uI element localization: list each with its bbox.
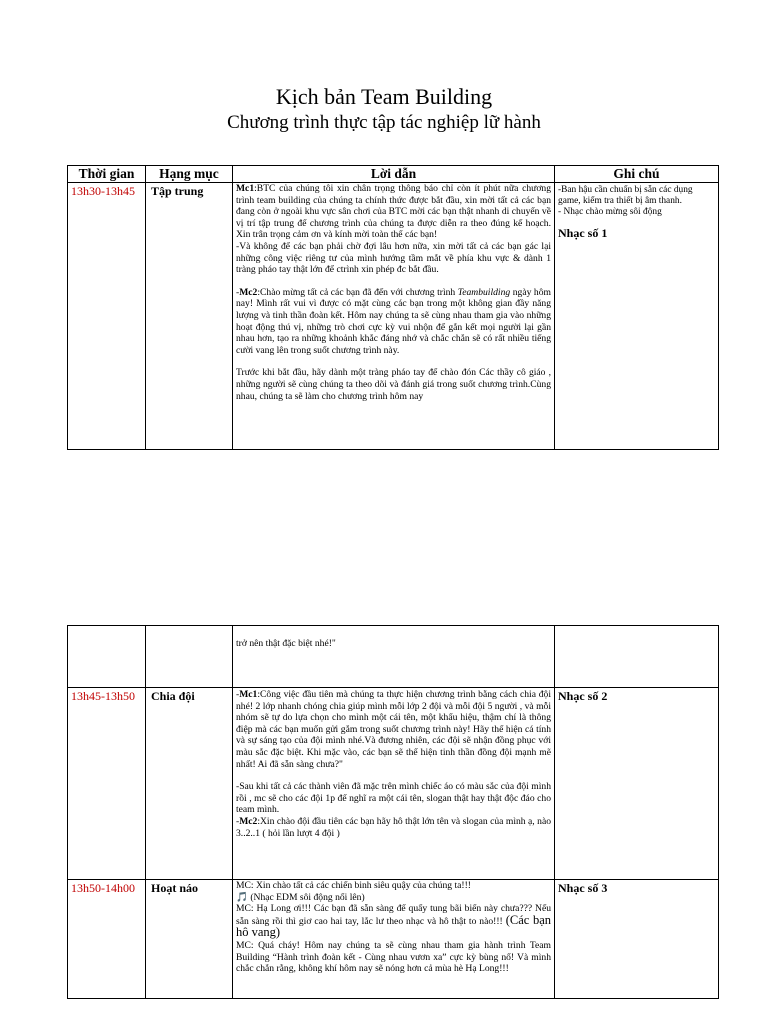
team-naming-text: -Sau khi tất cả các thành viên đã mặc trên mình chiếc áo có màu sắc của đội mình rồi , mc sẽ cho các đội 1p để nghĩ ra một cái tên, slogan thật hay thật độc đáo cho team mình. — [236, 781, 551, 816]
category-cell: Chia đội — [146, 688, 233, 880]
document-title: Kịch bản Team Building — [275, 84, 493, 109]
table-row — [68, 183, 719, 450]
script-cell — [233, 626, 555, 688]
category-cell: Hoạt náo — [146, 880, 233, 999]
mc2-text-a: :Chào mừng tất cả các bạn đã đến với chương trình — [257, 286, 458, 298]
mc1-text: :BTC của chúng tôi xin chân trọng thông báo chỉ còn ít phút nữa chương trình team building của chúng ta chính thức được bắt đầu, xin mời tất cả các bạn đang còn ở ngoài khu vực sân chơi của BTC mời các bạn thật nhanh di chuyển về vị trí tập trung để chương trình của chúng ta được diễn ra theo đúng kế hoạch. Xin trân trọng cảm ơn và kính mời toàn thể các bạn! — [236, 183, 551, 241]
header-category: Hạng mục — [146, 166, 233, 183]
mc1-prefix: - — [236, 689, 240, 700]
mc2-prefix: - — [236, 286, 240, 298]
mc1-label: Mc1 — [236, 183, 255, 194]
mc2-label: Mc2 — [239, 815, 258, 827]
table-row — [68, 688, 719, 880]
header-script: Lời dẫn — [233, 166, 555, 183]
continuation-text: trở nên thật đặc biệt nhé!" — [236, 638, 336, 649]
table-row — [68, 880, 719, 999]
table-header-row — [68, 166, 719, 183]
mc1-label: Mc1 — [239, 689, 258, 700]
mc2-label: Mc2 — [239, 286, 258, 298]
time-cell: 13h45-13h50 — [68, 688, 146, 880]
cheer-line-2: 🎵 (Nhạc EDM sôi động nổi lên) — [236, 891, 365, 903]
script-cell — [233, 183, 555, 450]
category-cell: Tập trung — [146, 183, 233, 450]
cheer-line-1: MC: Xin chào tất cả các chiến binh siêu quậy của chúng ta!!! — [236, 880, 471, 891]
notes-cell — [555, 183, 719, 450]
time-cell: 13h50-14h00 — [68, 880, 146, 999]
cheer-line-3: MC: Hạ Long ơi!!! Các bạn đã sẵn sàng để quẩy tung bãi biển này chưa??? Nếu sẵn sàng rồi thì giơ cao hai tay, lắc lư theo nhạc và hô thật to nào!!! — [236, 903, 551, 927]
document-subtitle: Chương trình thực tập tác nghiệp lữ hành — [227, 112, 541, 133]
mc2-italic: Teambuilding — [457, 286, 511, 298]
script-table-page-2 — [67, 625, 719, 999]
music-cell: Nhạc số 3 — [555, 880, 719, 999]
mc2-text-b: ngày hôm nay! Mình rất vui vì được có mặt cùng các bạn trong một không gian đầy năng lượng và tinh thần đoàn kết. Hôm nay chúng ta sẽ cùng nhau tham gia vào những hoạt động thú vị, những trò chơi cực kỳ vui nhộn để gắn kết mọi người lại gần nhau hơn, tạo ra những khoảnh khắc đáng nhớ và chắc chắn sẽ có rất nhiều tiếng cười vang lên trong suốt chương trình này. — [236, 286, 551, 356]
mc2-text-3: Trước khi bắt đầu, hãy dành một tràng pháo tay để chào đón Các thầy cô giáo , những người sẽ cùng chúng ta theo dõi và đánh giá trong suốt chương trình.Cùng nhau, chúng ta sẽ làm cho chương trình hôm nay — [236, 367, 551, 402]
mc2-prefix: - — [236, 815, 240, 827]
note-line-2: - Nhạc chào mừng sôi động — [558, 207, 662, 218]
header-notes: Ghi chú — [555, 166, 719, 183]
music-cell: Nhạc số 2 — [555, 688, 719, 880]
notes-cell-empty — [555, 626, 719, 688]
music-note: Nhạc số 1 — [558, 225, 608, 240]
mc1-text: :Công việc đầu tiên mà chúng ta thực hiện chương trình bằng cách chia đội nhé! 2 lớp nhanh chóng chia giúp mình mỗi lớp 2 đội và mỗi đội 5 người , và mỗi nhóm sẽ tự do lựa chọn cho mình một cái tên, một khẩu hiệu, thậm chí là thông điệp mà các bạn muốn gửi gắm trong suốt chương trình này! Hãy thể hiện cá tính và sự sáng tạo của đội mình nhé.Và đương nhiên, các đội sẽ nhận đồng phục với màu sắc đặc biệt. Khi mặc vào, các bạn sẽ thể hiện tinh thần đồng đội mạnh mẽ nhất! Ai đã sẵn sàng chưa?" — [236, 689, 551, 770]
note-line-1: -Ban hậu cần chuẩn bị sẵn các dụng game, kiểm tra thiết bị âm thanh. — [558, 185, 693, 207]
mc2-text: :Xin chào đội đầu tiên các bạn hãy hô thật lớn tên và slogan của mình ạ, nào 3..2..1 ( hỏi lần lượt 4 đội ) — [236, 815, 551, 839]
script-cell — [233, 688, 555, 880]
header-time: Thời gian — [68, 166, 146, 183]
mc1-text-2: -Và không để các bạn phải chờ đợi lâu hơn nữa, xin mời tất cả các bạn gác lại những công việc riêng tư của mình hướng tầm mắt về phía khu vực & dành 1 tràng pháo tay thật lớn để ctrình xin phép đc bắt đầu. — [236, 240, 551, 276]
time-cell-empty — [68, 626, 146, 688]
category-cell-empty — [146, 626, 233, 688]
cheer-line-3-big: (Các bạn hô vang) — [236, 912, 551, 940]
time-cell: 13h30-13h45 — [68, 183, 146, 450]
table-row — [68, 626, 719, 688]
script-table-page-1 — [67, 165, 719, 450]
script-cell — [233, 880, 555, 999]
cheer-line-4: MC: Quá cháy! Hôm nay chúng ta sẽ cùng nhau tham gia hành trình Team Building “Hành trình đoàn kết - Cùng nhau vươn xa” cực kỳ bùng nổ! Và mình chắc chắn rằng, không khí hôm nay sẽ nóng hơn cả mùa hè Hạ Long!!! — [236, 939, 551, 975]
